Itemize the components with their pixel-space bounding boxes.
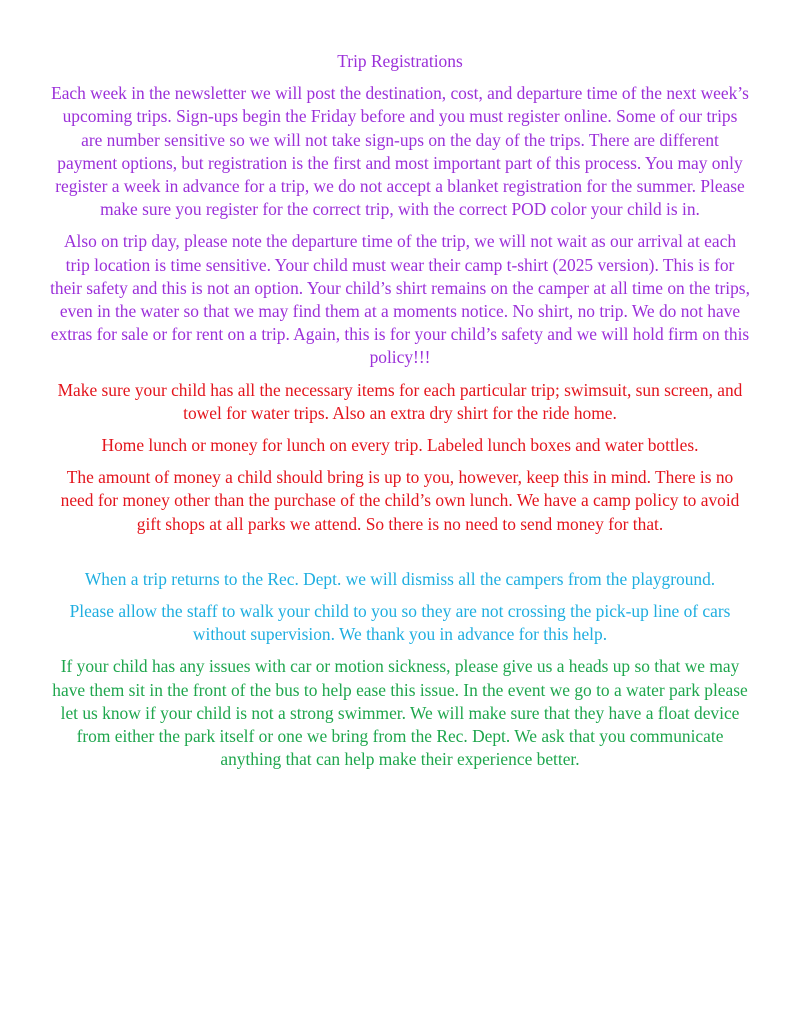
paragraph-dismissal: When a trip returns to the Rec. Dept. we will dismiss all the campers from the playground. [84, 568, 716, 589]
section-spacer [50, 545, 750, 568]
paragraph-money: The amount of money a child should bring is up to you, however, keep this in mind. There is no need for money other than the purchase of the child’s own lunch. We have a camp policy to avoid gift shops at all parks we attend. So there is no need to send money for that. [60, 467, 740, 534]
paragraph-trip-day: Also on trip day, please note the departure time of the trip, we will not wait as our arrival at each trip location is time sensitive. Your child must wear their camp t-shirt (2025 version). This is for their safety and this is not an option. Your child’s shirt remains on the camper at all time on the trips, even in the water so that we may find them at a moments notice. No shirt, no trip. We do not have extras for sale or for rent on a trip. Again, this is for your child’s safety and we will hold firm on this policy!!! [50, 231, 750, 368]
paragraph-pickup: Please allow the staff to walk your child to you so they are not crossing the pick-up line of cars without supervision. We thank you in advance for this help. [69, 601, 731, 645]
paragraph-health-safety: If your child has any issues with car or motion sickness, please give us a heads up so that we may have them sit in the front of the bus to help ease this issue. In the event we go to a water park please let us know if your child is not a strong swimmer. We will make sure that they have a float device from either the park itself or one we bring from the Rec. Dept. We ask that you communicate anything that can help make their experience better. [52, 656, 748, 770]
paragraph-necessary-items: Make sure your child has all the necessary items for each particular trip; swimsuit, sun screen, and towel for water trips. Also an extra dry shirt for the ride home. [57, 379, 743, 423]
paragraph-lunch: Home lunch or money for lunch on every trip. Labeled lunch boxes and water bottles. [101, 435, 699, 456]
document-page [50, 50, 750, 780]
paragraph-registration: Each week in the newsletter we will post the destination, cost, and departure time of the next week’s upcoming trips. Sign-ups begin the Friday before and you must register online. Some of our trips are number sensitive so we will not take sign-ups on the day of the trips. There are different payment options, but registration is the first and most important part of this process. You may only register a week in advance for a trip, we do not accept a blanket registration for the summer. Please make sure you register for the correct trip, with the correct POD color your child is in. [51, 83, 749, 220]
page-title: Trip Registrations [337, 51, 463, 71]
